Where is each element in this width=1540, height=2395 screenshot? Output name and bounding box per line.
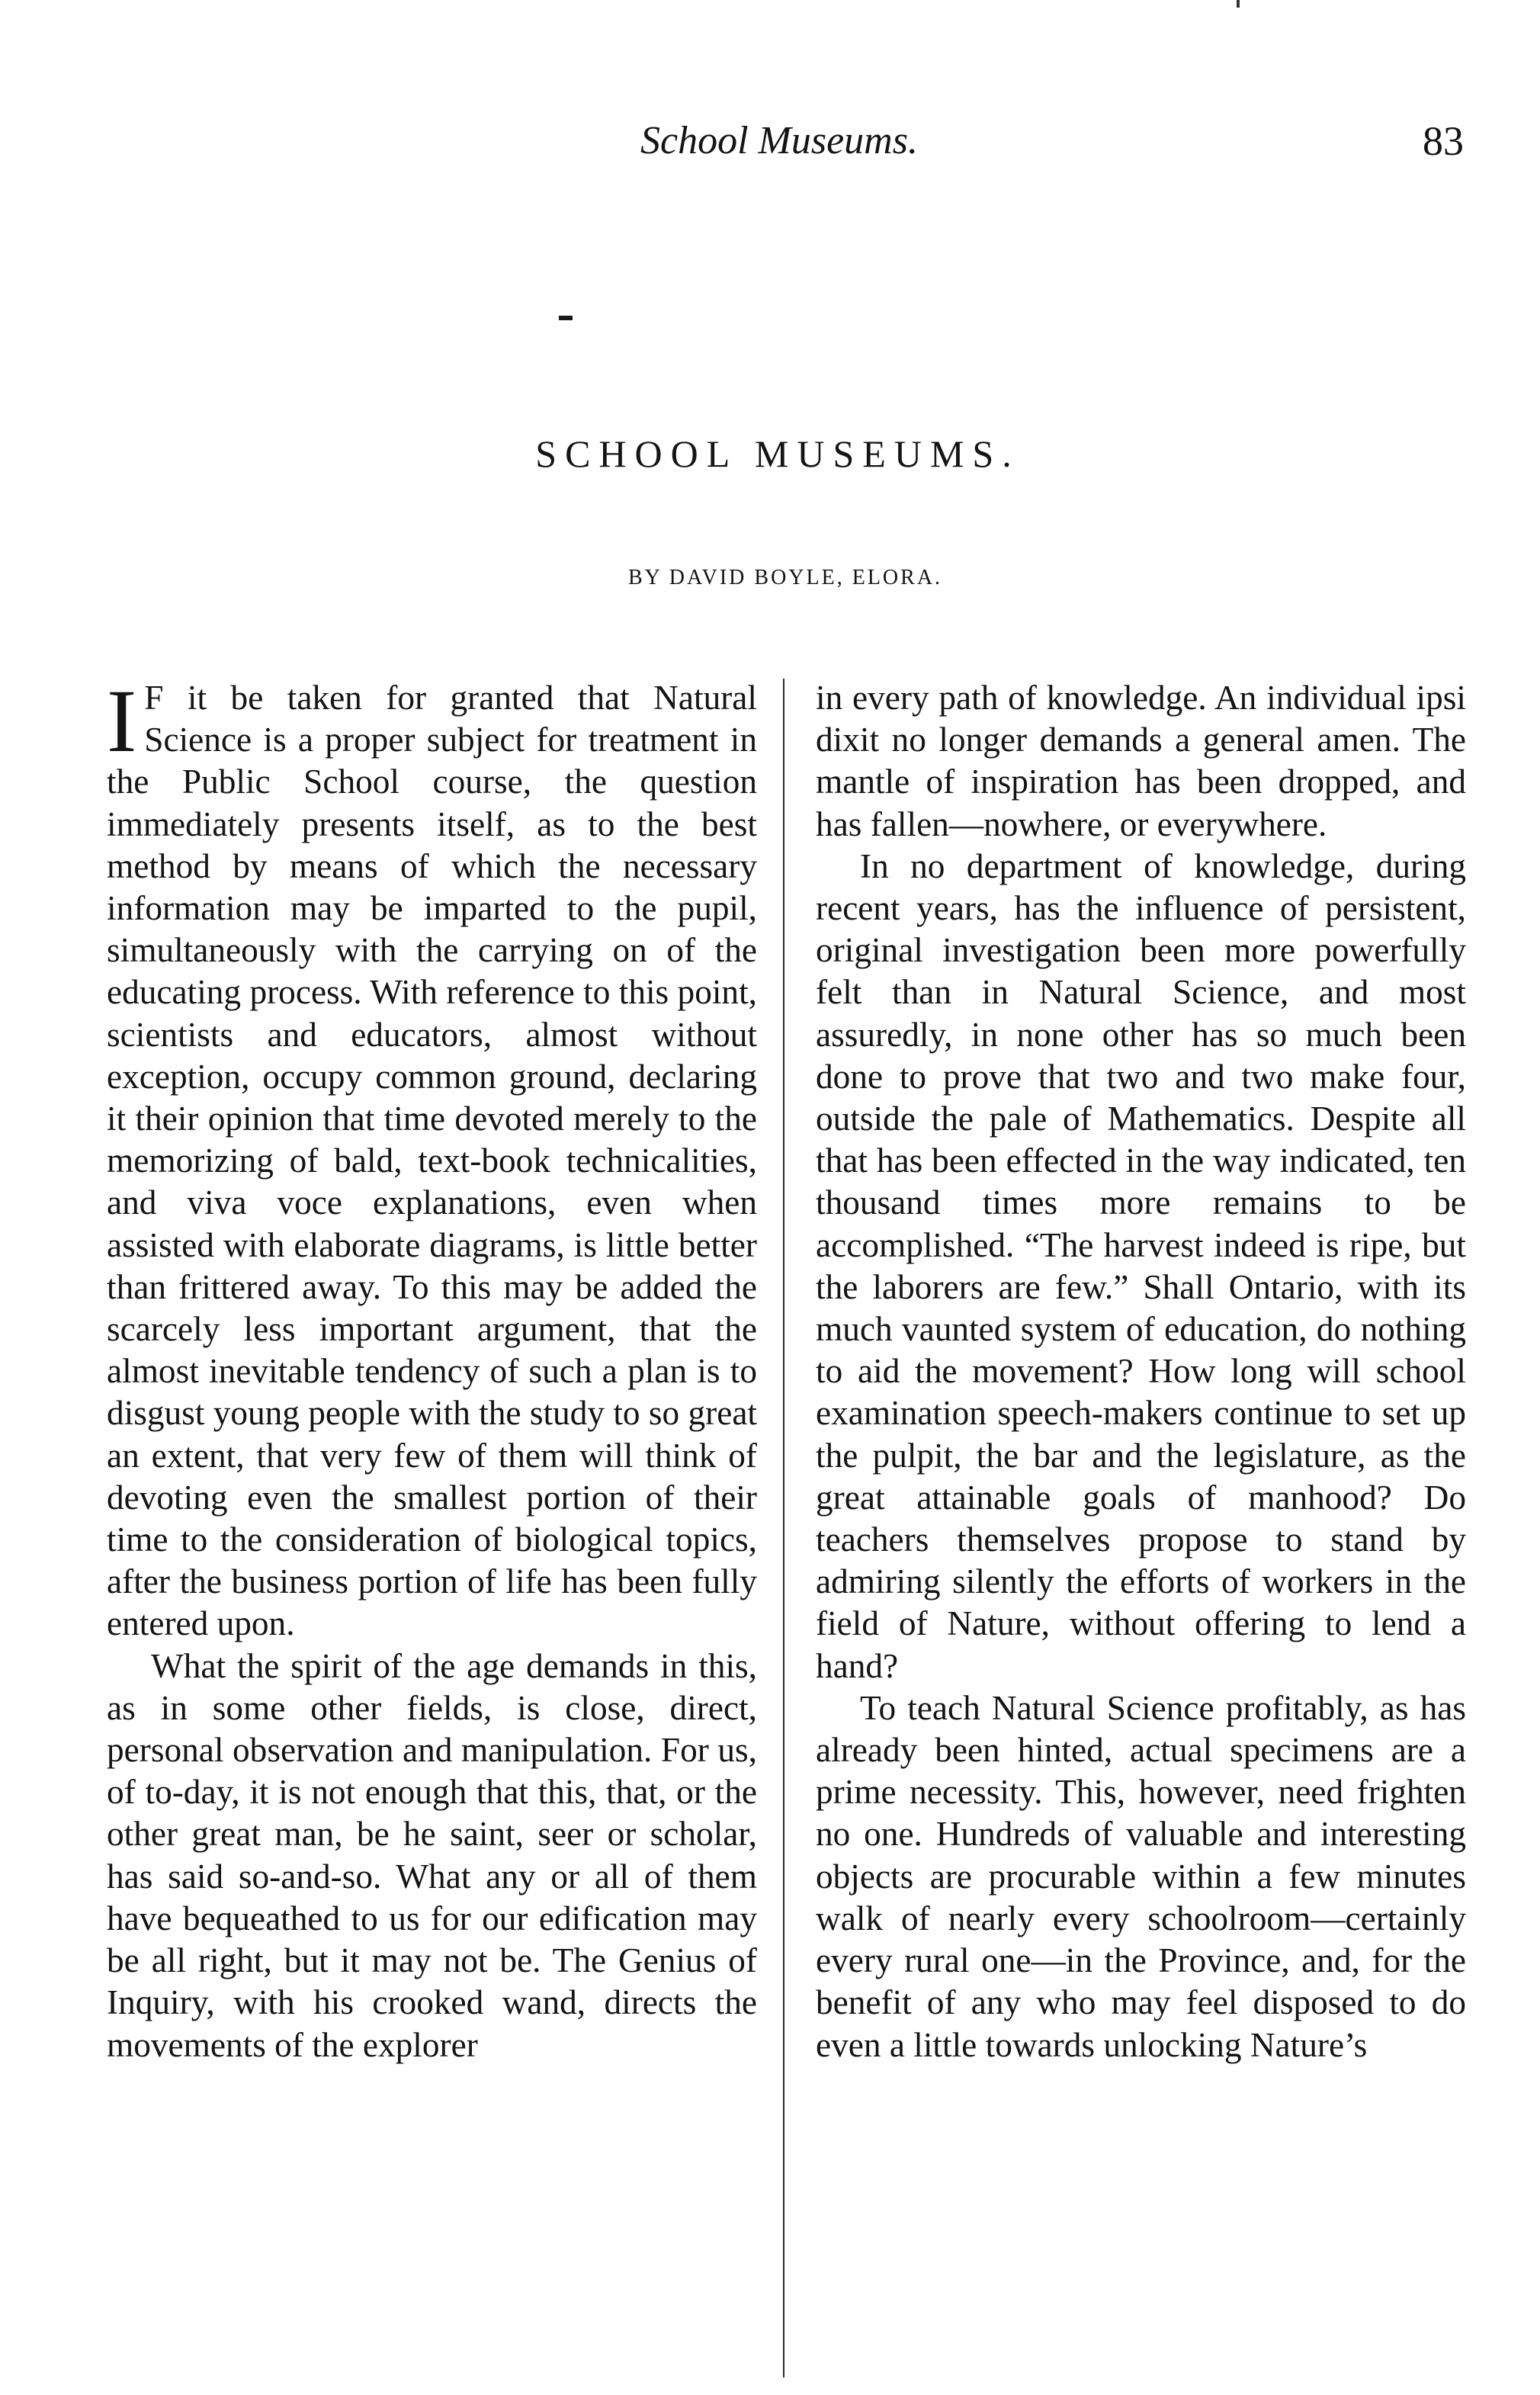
paragraph-text: F it be taken for granted that Natural Science is a proper subject for treatment in the Public School course, the question immediately presents itself, as to the best method by means of which the necessary information may be imparted to the pupil, simultaneously with the carrying on of the educating process. With reference to this point, scientists and educators, almost without exception, occupy common ground, declaring it their opinion that time devoted merely to the memorizing of bald, text-book technicalities, and viva voce explanations, even when assisted with elaborate diagrams, is little better than frittered away. To this may be added the scarcely less important argument, that the almost inevitable tendency of such a plan is to disgust young people with the study to so great an extent, that very few of them will think of devoting even the smallest portion of their time to the consideration of biological topics, after the business portion of life has been fully entered upon. xyxy=(107,679,758,1643)
article-byline: BY DAVID BOYLE, ELORA. xyxy=(627,566,943,589)
ornamental-dash xyxy=(559,316,573,320)
paragraph: What the spirit of the age demands in this, as in some other fields, is close, direct, personal observation and manipulation. For us, of to-day, it is not enough that this, that, or the other great man, be he saint, seer or scholar, has said so-and-so. What any or all of them have bequeathed to us for our edification may be all right, but it may not be. The Genius of Inquiry, with his crooked wand, directs the movements of the explorer xyxy=(107,1646,757,2064)
drop-cap: I xyxy=(107,671,137,771)
column-divider xyxy=(783,679,784,2377)
running-title: School Museums. xyxy=(640,119,918,162)
page-number: 83 xyxy=(1423,118,1464,164)
paragraph xyxy=(107,671,758,1645)
right-column xyxy=(816,677,1466,2066)
stray-print-mark xyxy=(1237,0,1240,8)
article-title: SCHOOL MUSEUMS. xyxy=(535,432,1020,475)
running-header xyxy=(0,114,1540,168)
paragraph: In no department of knowledge, during recent years, has the influence of persistent, original investigation been more powerfully felt than in Natural Science, and most assuredly, in none other has so much been done to prove that two and two make four, outside the pale of Mathematics. Despite all that has been effected in the way indicated, ten thousand times more remains to be accomplished. “The harvest indeed is ripe, but the laborers are few.” Shall Ontario, with its much vaunted system of education, do nothing to aid the movement? How long will school examination speech-makers continue to set up the pulpit, the bar and the legislature, as the great attainable goals of manhood? Do teachers themselves propose to stand by admiring silently the efforts of workers in the field of Nature, without offering to lend a hand? xyxy=(816,846,1466,1685)
paragraph: To teach Natural Science profitably, as has already been hinted, actual specimens are a prime necessity. This, however, need frighten no one. Hundreds of valuable and interesting objects are procurable within a few minutes walk of nearly every schoolroom—certainly every rural one—in the Province, and, for the benefit of any who may feel disposed to do even a little towards unlocking Nature’s xyxy=(816,1688,1466,2064)
left-column xyxy=(107,671,758,2066)
paragraph: in every path of knowledge. An individual ipsi dixit no longer demands a general amen. The mantle of inspiration has been dropped, and has fallen—nowhere, or everywhere. xyxy=(816,679,1466,843)
